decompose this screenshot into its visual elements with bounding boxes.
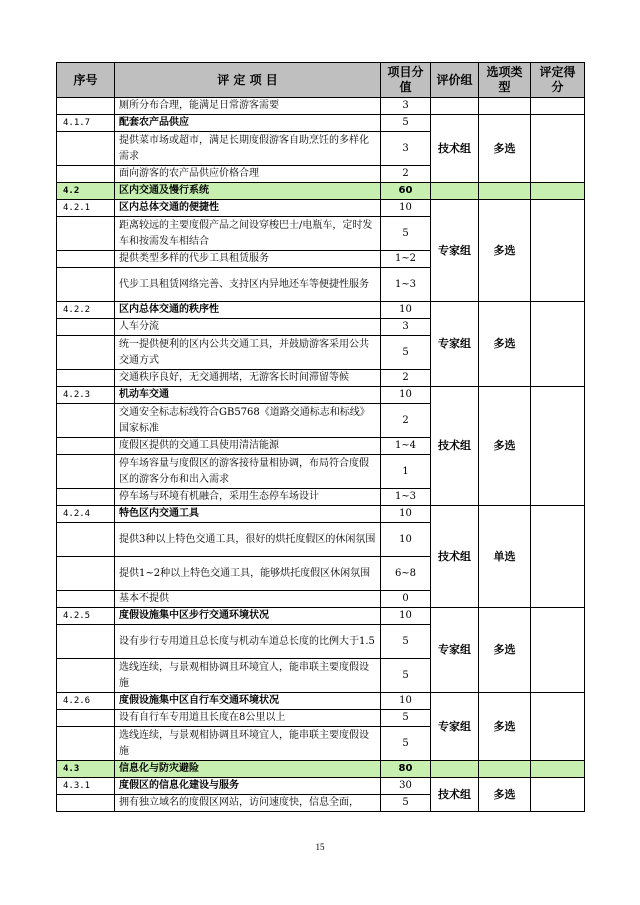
item-score: 10 bbox=[381, 693, 431, 710]
item-title: 度假设施集中区步行交通环境状况 bbox=[115, 608, 381, 625]
item-number: 4.2.5 bbox=[57, 608, 115, 625]
option-type: 多选 bbox=[479, 608, 531, 693]
evaluation-table bbox=[56, 62, 585, 812]
header-item: 评 定 项 目 bbox=[115, 63, 381, 98]
item-number: 4.2.1 bbox=[57, 200, 115, 217]
item-score: 30 bbox=[381, 778, 431, 795]
section-row bbox=[57, 761, 585, 778]
section-score: 80 bbox=[381, 761, 431, 778]
item-number: 4.2.2 bbox=[57, 302, 115, 319]
item-title: 特色区内交通工具 bbox=[115, 506, 381, 523]
eval-group: 专家组 bbox=[431, 608, 479, 693]
result-cell bbox=[531, 200, 585, 302]
table-row bbox=[57, 693, 585, 710]
item-score: 2 bbox=[381, 404, 431, 438]
item-score: 10 bbox=[381, 200, 431, 217]
item-text: 停车场容量与度假区的游客接待量相协调，布局符合度假区的游客分布和出入需求 bbox=[115, 455, 381, 489]
table-row bbox=[57, 115, 585, 132]
result-cell bbox=[531, 115, 585, 183]
item-text: 提供菜市场或超市，满足长期度假游客自助烹饪的多样化需求 bbox=[115, 132, 381, 166]
item-score: 5 bbox=[381, 710, 431, 727]
table-row bbox=[57, 302, 585, 319]
table-row bbox=[57, 506, 585, 523]
item-title: 机动车交通 bbox=[115, 387, 381, 404]
item-score: 2 bbox=[381, 166, 431, 183]
item-score: 10 bbox=[381, 302, 431, 319]
result-cell bbox=[531, 506, 585, 608]
item-text: 选线连续，与景观相协调且环境宜人，能串联主要度假设施 bbox=[115, 727, 381, 761]
option-type: 多选 bbox=[479, 115, 531, 183]
item-text: 人车分流 bbox=[115, 319, 381, 336]
item-number: 4.2.6 bbox=[57, 693, 115, 710]
section-number: 4.3 bbox=[57, 761, 115, 778]
item-score: 6~8 bbox=[381, 557, 431, 591]
item-number: 4.3.1 bbox=[57, 778, 115, 795]
item-score: 5 bbox=[381, 115, 431, 132]
item-text: 距离较远的主要度假产品之间设穿梭巴士/电瓶车，定时发车和按需发车相结合 bbox=[115, 217, 381, 251]
item-score: 10 bbox=[381, 387, 431, 404]
item-text: 设有步行专用道且总长度与机动车道总长度的比例大于1.5 bbox=[115, 625, 381, 659]
table-row bbox=[57, 778, 585, 795]
section-row bbox=[57, 183, 585, 200]
option-type: 多选 bbox=[479, 200, 531, 302]
option-type: 单选 bbox=[479, 506, 531, 608]
item-score: 10 bbox=[381, 506, 431, 523]
item-text: 拥有独立域名的度假区网站，访问速度快，信息全面， bbox=[115, 795, 381, 812]
item-score: 1~2 bbox=[381, 251, 431, 268]
option-type: 多选 bbox=[479, 302, 531, 387]
eval-group: 技术组 bbox=[431, 778, 479, 812]
item-text: 度假区提供的交通工具使用清洁能源 bbox=[115, 438, 381, 455]
option-type: 多选 bbox=[479, 693, 531, 761]
eval-group: 技术组 bbox=[431, 115, 479, 183]
item-text: 面向游客的农产品供应价格合理 bbox=[115, 166, 381, 183]
header-group: 评价组 bbox=[431, 63, 479, 98]
item-text: 交通安全标志标线符合GB5768《道路交通标志和标线》国家标准 bbox=[115, 404, 381, 438]
item-score: 3 bbox=[381, 319, 431, 336]
section-title: 区内交通及慢行系统 bbox=[115, 183, 381, 200]
item-text: 交通秩序良好，无交通拥堵，无游客长时间滞留等候 bbox=[115, 370, 381, 387]
item-score: 3 bbox=[381, 98, 431, 115]
item-number: 4.2.4 bbox=[57, 506, 115, 523]
eval-group: 专家组 bbox=[431, 200, 479, 302]
table-row bbox=[57, 98, 585, 115]
item-score: 2 bbox=[381, 370, 431, 387]
item-score: 5 bbox=[381, 727, 431, 761]
item-score: 0 bbox=[381, 591, 431, 608]
result-cell bbox=[531, 608, 585, 693]
eval-group: 技术组 bbox=[431, 506, 479, 608]
item-title: 度假设施集中区自行车交通环境状况 bbox=[115, 693, 381, 710]
item-score: 10 bbox=[381, 523, 431, 557]
item-score: 1~3 bbox=[381, 489, 431, 506]
item-title: 区内总体交通的便捷性 bbox=[115, 200, 381, 217]
item-score: 5 bbox=[381, 795, 431, 812]
section-number: 4.2 bbox=[57, 183, 115, 200]
header-seq: 序号 bbox=[57, 63, 115, 98]
section-score: 60 bbox=[381, 183, 431, 200]
item-text: 厕所分布合理，能满足日常游客需要 bbox=[115, 98, 381, 115]
section-title: 信息化与防灾避险 bbox=[115, 761, 381, 778]
item-score: 5 bbox=[381, 659, 431, 693]
option-type: 多选 bbox=[479, 387, 531, 506]
item-score: 3 bbox=[381, 132, 431, 166]
item-text: 提供1~2种以上特色交通工具，能够烘托度假区休闲氛围 bbox=[115, 557, 381, 591]
eval-group: 专家组 bbox=[431, 302, 479, 387]
table-row bbox=[57, 387, 585, 404]
result-cell bbox=[531, 387, 585, 506]
item-score: 1 bbox=[381, 455, 431, 489]
item-text: 停车场与环境有机融合，采用生态停车场设计 bbox=[115, 489, 381, 506]
table-row bbox=[57, 200, 585, 217]
item-text: 设有自行车专用道且长度在8公里以上 bbox=[115, 710, 381, 727]
item-title: 区内总体交通的秩序性 bbox=[115, 302, 381, 319]
item-text: 选线连续，与景观相协调且环境宜人，能串联主要度假设施 bbox=[115, 659, 381, 693]
table-row bbox=[57, 608, 585, 625]
item-title: 度假区的信息化建设与服务 bbox=[115, 778, 381, 795]
item-number: 4.2.3 bbox=[57, 387, 115, 404]
result-cell bbox=[531, 693, 585, 761]
item-text: 提供类型多样的代步工具租赁服务 bbox=[115, 251, 381, 268]
item-title: 配套农产品供应 bbox=[115, 115, 381, 132]
item-text: 提供3种以上特色交通工具，很好的烘托度假区的休闲氛围 bbox=[115, 523, 381, 557]
page-number: 15 bbox=[315, 842, 325, 852]
item-text: 统一提供便利的区内公共交通工具，并鼓励游客采用公共交通方式 bbox=[115, 336, 381, 370]
header-score: 项目分值 bbox=[381, 63, 431, 98]
option-type: 多选 bbox=[479, 778, 531, 812]
eval-group: 专家组 bbox=[431, 693, 479, 761]
item-score: 1~4 bbox=[381, 438, 431, 455]
header-result: 评定得分 bbox=[531, 63, 585, 98]
item-text: 基本不提供 bbox=[115, 591, 381, 608]
item-score: 10 bbox=[381, 608, 431, 625]
item-score: 5 bbox=[381, 217, 431, 251]
item-score: 1~3 bbox=[381, 268, 431, 302]
header-type: 选项类型 bbox=[479, 63, 531, 98]
eval-group: 技术组 bbox=[431, 387, 479, 506]
result-cell bbox=[531, 302, 585, 387]
item-score: 5 bbox=[381, 336, 431, 370]
item-number: 4.1.7 bbox=[57, 115, 115, 132]
result-cell bbox=[531, 778, 585, 812]
item-text: 代步工具租赁网络完善、支持区内异地还车等便捷性服务 bbox=[115, 268, 381, 302]
table-header-row bbox=[57, 63, 585, 98]
item-score: 5 bbox=[381, 625, 431, 659]
